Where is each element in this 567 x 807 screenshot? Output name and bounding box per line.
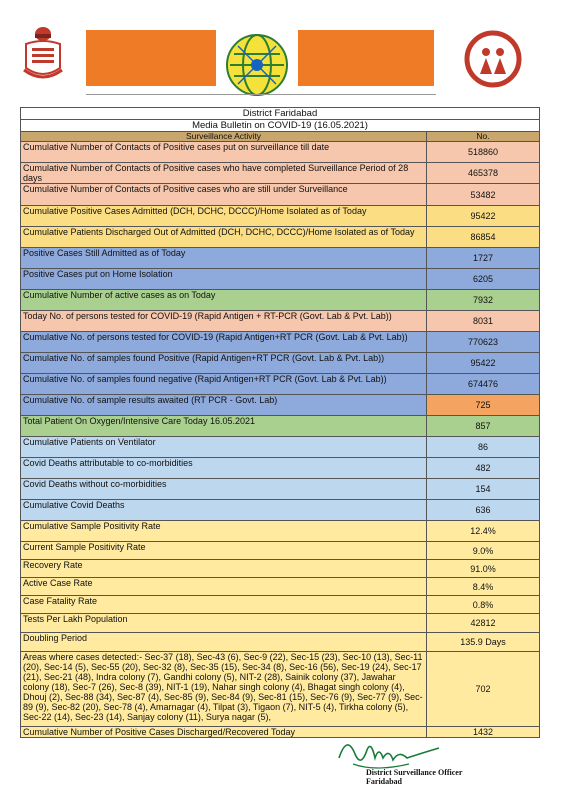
district-title: District Faridabad xyxy=(21,108,540,120)
row-label: Cumulative No. of sample results awaited (RT PCR - Govt. Lab) xyxy=(21,395,427,416)
table-row xyxy=(21,560,540,578)
table-row xyxy=(21,206,540,227)
row-value: 135.9 Days xyxy=(427,633,540,652)
row-label: Covid Deaths attributable to co-morbidities xyxy=(21,458,427,479)
table-row xyxy=(21,458,540,479)
row-value: 12.4% xyxy=(427,521,540,542)
row-label: Positive Cases put on Home Isolation xyxy=(21,269,427,290)
table-row xyxy=(21,416,540,437)
row-label: Tests Per Lakh Population xyxy=(21,614,427,633)
row-value: 8.4% xyxy=(427,578,540,596)
row-value: 95422 xyxy=(427,353,540,374)
table-row xyxy=(21,374,540,395)
row-value: 6205 xyxy=(427,269,540,290)
row-value: 1432 xyxy=(427,727,540,738)
column-header-activity: Surveillance Activity xyxy=(21,132,427,142)
row-value: 8031 xyxy=(427,311,540,332)
row-value: 91.0% xyxy=(427,560,540,578)
row-label: Areas where cases detected:- Sec-37 (18), Sec-43 (6), Sec-9 (22), Sec-15 (23), Sec-10 (13), Sec-11 (20), Sec-14 (5), Sec-55 (20), Sec-32 (8), Sec-35 (15), Sec-34 (8), Sec-16 (56), Sec-19 (24), Sec-17 (21), Sec-21 (48), Indra colony (7), Gandhi colony (5), NIT-2 (28), Sainik colony (37), Jawahar colony (18), Sec-7 (26), Sec-8 (39), NIT-1 (19), Nahar singh colony (4), Bhagat singh colony (4), Dhouj (2), Sec-88 (34), Sec-87 (4), Sec-85 (9), Sec-84 (9), Sec-81 (15), Sec-76 (9), Sec-77 (9), Sec-89 (9), Sec-82 (20), Sec-78 (4), Amarnagar (4), Tilpat (3), Tigaon (7), NIT-5 (4), Tirkha colony (5), Sec-22 (14), Sec-23 (14), Sanjay colony (11), Surya nagar (5), xyxy=(21,652,427,727)
table-row xyxy=(21,290,540,311)
row-value: 674476 xyxy=(427,374,540,395)
table-row xyxy=(21,652,540,727)
covid-bulletin-table xyxy=(20,107,540,738)
row-value: 53482 xyxy=(427,184,540,206)
row-value: 702 xyxy=(427,652,540,727)
row-label: Cumulative No. of samples found negative (Rapid Antigen+RT PCR (Govt. Lab & Pvt. Lab)) xyxy=(21,374,427,395)
table-row xyxy=(21,353,540,374)
row-value: 7932 xyxy=(427,290,540,311)
table-row xyxy=(21,521,540,542)
table-row xyxy=(21,184,540,206)
row-value: 1727 xyxy=(427,248,540,269)
table-row xyxy=(21,248,540,269)
row-value: 154 xyxy=(427,479,540,500)
row-label: Recovery Rate xyxy=(21,560,427,578)
row-value: 9.0% xyxy=(427,542,540,560)
table-row xyxy=(21,142,540,163)
table-row xyxy=(21,614,540,633)
row-label: Cumulative No. of samples found Positive (Rapid Antigen+RT PCR (Govt. Lab & Pvt. Lab)) xyxy=(21,353,427,374)
table-row xyxy=(21,727,540,738)
table-row xyxy=(21,578,540,596)
row-value: 482 xyxy=(427,458,540,479)
row-value: 770623 xyxy=(427,332,540,353)
row-label: Cumulative Number of Positive Cases Discharged/Recovered Today xyxy=(21,727,427,738)
row-label: Cumulative Patients on Ventilator xyxy=(21,437,427,458)
orange-banner-right xyxy=(298,30,434,86)
row-value: 518860 xyxy=(427,142,540,163)
table-row xyxy=(21,596,540,614)
row-label: Cumulative Covid Deaths xyxy=(21,500,427,521)
row-value: 42812 xyxy=(427,614,540,633)
row-value: 465378 xyxy=(427,163,540,184)
haryana-emblem-icon xyxy=(20,24,66,84)
row-label: Today No. of persons tested for COVID-19 (Rapid Antigen + RT-PCR (Govt. Lab & Pvt. Lab)) xyxy=(21,311,427,332)
row-value: 86 xyxy=(427,437,540,458)
row-label: Cumulative Number of Contacts of Positive cases who are still under Surveillance xyxy=(21,184,427,206)
table-row xyxy=(21,542,540,560)
globe-logo-icon xyxy=(224,32,290,98)
bulletin-title: Media Bulletin on COVID-19 (16.05.2021) xyxy=(21,120,540,132)
row-label: Cumulative Sample Positivity Rate xyxy=(21,521,427,542)
signatory-block xyxy=(366,768,462,786)
row-label: Cumulative Number of Contacts of Positive cases put on surveillance till date xyxy=(21,142,427,163)
row-value: 857 xyxy=(427,416,540,437)
row-label: Case Fatality Rate xyxy=(21,596,427,614)
row-value: 95422 xyxy=(427,206,540,227)
table-row xyxy=(21,479,540,500)
row-label: Cumulative Number of Contacts of Positive cases who have completed Surveillance Period of 28 days xyxy=(21,163,427,184)
orange-banner-left xyxy=(86,30,216,86)
table-row xyxy=(21,311,540,332)
table-row xyxy=(21,163,540,184)
row-label: Doubling Period xyxy=(21,633,427,652)
table-row xyxy=(21,332,540,353)
table-row xyxy=(21,269,540,290)
row-label: Current Sample Positivity Rate xyxy=(21,542,427,560)
row-label: Positive Cases Still Admitted as of Today xyxy=(21,248,427,269)
row-label: Cumulative Patients Discharged Out of Admitted (DCH, DCHC, DCCC)/Home Isolated as of Today xyxy=(21,227,427,248)
column-header-number: No. xyxy=(427,132,540,142)
row-value: 86854 xyxy=(427,227,540,248)
row-label: Cumulative Number of active cases as on Today xyxy=(21,290,427,311)
row-value: 636 xyxy=(427,500,540,521)
table-row xyxy=(21,437,540,458)
row-label: Covid Deaths without co-morbidities xyxy=(21,479,427,500)
row-label: Cumulative Positive Cases Admitted (DCH, DCHC, DCCC)/Home Isolated as of Today xyxy=(21,206,427,227)
row-value: 0.8% xyxy=(427,596,540,614)
table-row xyxy=(21,500,540,521)
signatory-district: Faridabad xyxy=(366,777,403,786)
page-header xyxy=(20,20,539,106)
header-divider xyxy=(86,94,436,95)
table-row xyxy=(21,395,540,416)
signatory-designation: District Surveillance Officer xyxy=(366,768,463,777)
table-row xyxy=(21,633,540,652)
row-label: Cumulative No. of persons tested for COVID-19 (Rapid Antigen+RT PCR (Govt. Lab & Pvt. Lab)) xyxy=(21,332,427,353)
row-label: Total Patient On Oxygen/Intensive Care Today 16.05.2021 xyxy=(21,416,427,437)
row-label: Active Case Rate xyxy=(21,578,427,596)
table-row xyxy=(21,227,540,248)
row-value: 725 xyxy=(427,395,540,416)
health-mission-logo-icon xyxy=(464,30,522,88)
